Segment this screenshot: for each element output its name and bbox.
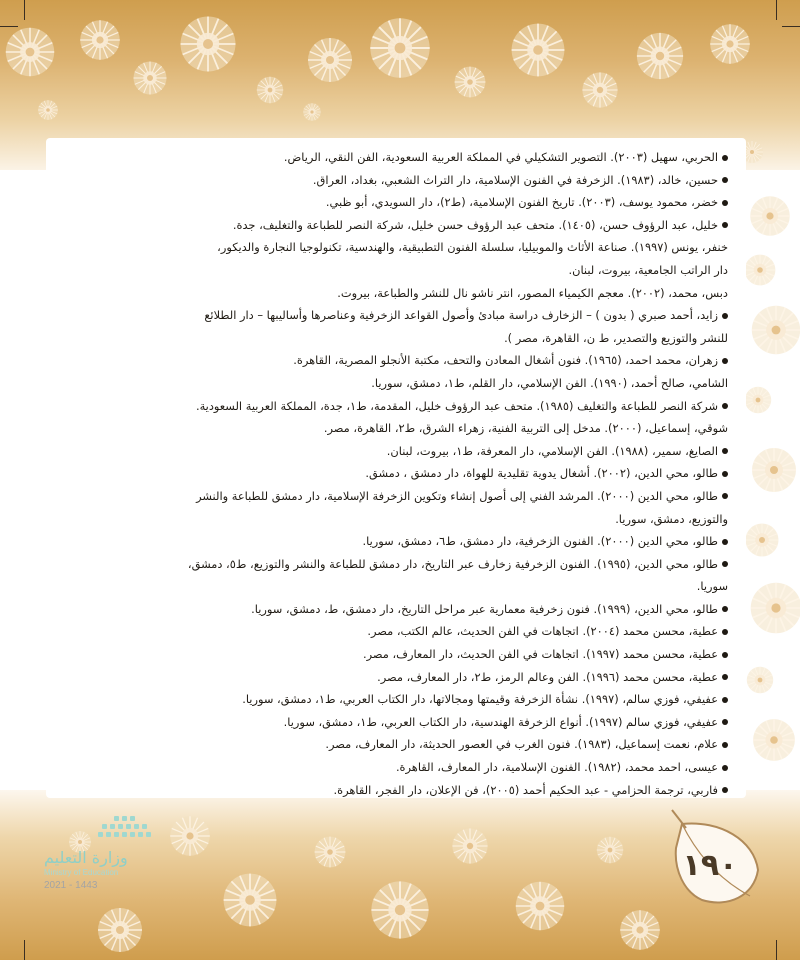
- reference-text: عيسى، احمد محمد، (١٩٨٢). الفنون الإسلامية، دار المعارف، القاهرة.: [395, 760, 718, 775]
- bullet-icon: [722, 539, 728, 545]
- reference-text: للنشر والتوزيع والتصدير، ط ن، القاهرة، مصر ).: [504, 330, 728, 345]
- reference-text: فاربي، ترجمة الحزامي - عبد الحكيم أحمد (٢٠٠٥)، فن الإعلان، دار الفجر، القاهرة.: [333, 782, 718, 797]
- reference-line: [66, 349, 728, 372]
- reference-line: [66, 440, 728, 463]
- reference-line: [66, 485, 728, 508]
- reference-text: شوقي، إسماعيل، (٢٠٠٠). مدخل إلى التربية الفنية، زهراء الشرق، ط٢، القاهرة، مصر.: [323, 421, 728, 436]
- page-number: ١٩٠: [682, 848, 738, 883]
- reference-line: [66, 620, 728, 643]
- bullet-icon: [722, 155, 728, 161]
- reference-text: طالو، محي الدين (٢٠٠٠). الفنون الزخرفية، دار دمشق، ط٦، دمشق، سوريا.: [362, 534, 718, 549]
- bullet-icon: [722, 561, 728, 567]
- reference-line: [66, 733, 728, 756]
- reference-line: [66, 598, 728, 621]
- reference-text: دبس، محمد، (٢٠٠٢). معجم الكيمياء المصور، انتر ناشو نال للنشر والطباعة، بيروت.: [337, 285, 728, 300]
- reference-line: [66, 146, 728, 169]
- ministry-logo-icon: [92, 816, 162, 844]
- bullet-icon: [722, 765, 728, 771]
- reference-line: [66, 304, 728, 327]
- reference-text: عطية، محسن محمد (١٩٩٦). الفن وعالم الرمز، ط٢، دار المعارف، مصر.: [377, 669, 718, 684]
- reference-text: الحربي، سهيل (٢٠٠٣). التصوير التشكيلي في المملكة العربية السعودية، الفن النقي، الرياض.: [283, 150, 718, 164]
- reference-text: خليل، عبد الرؤوف حسن، (١٤٠٥). متحف عبد الرؤوف حسن خليل، شركة النصر للطباعة والتغليف، جدة.: [232, 217, 718, 232]
- reference-line: [66, 462, 728, 485]
- bullet-icon: [722, 222, 728, 228]
- crop-mark: [776, 0, 777, 20]
- reference-line: [66, 327, 728, 350]
- reference-line: [66, 372, 728, 395]
- reference-text: عطية، محسن محمد (١٩٩٧). اتجاهات في الفن الحديث، دار المعارف، مصر.: [362, 647, 718, 662]
- crop-mark: [776, 940, 777, 960]
- bullet-icon: [722, 697, 728, 703]
- bullet-icon: [722, 358, 728, 364]
- reference-line: [66, 711, 728, 734]
- bullet-icon: [722, 493, 728, 499]
- bullet-icon: [722, 674, 728, 680]
- bullet-icon: [722, 177, 728, 183]
- reference-text: طالو، محي الدين (٢٠٠٠). المرشد الفني إلى أصول إنشاء وتكوين الزخرفة الإسلامية، دار دمشق للطباعة والنشر: [196, 488, 718, 503]
- crop-mark: [782, 26, 800, 27]
- reference-line: [66, 214, 728, 237]
- crop-mark: [24, 0, 25, 20]
- bullet-icon: [722, 787, 728, 793]
- reference-text: عطية، محسن محمد (٢٠٠٤). اتجاهات في الفن الحديث، عالم الكتب، مصر.: [367, 624, 718, 639]
- references-list: [66, 146, 728, 801]
- reference-line: [66, 756, 728, 779]
- reference-text: زايد، أحمد صبري ( بدون ) – الزخارف دراسة مبادئ وأصول القواعد الزخرفية وعناصرها وأساليبها – دار الطلائع: [204, 308, 718, 323]
- crop-mark: [0, 26, 18, 27]
- ministry-name: وزارة التعليم: [44, 848, 128, 867]
- reference-text: الصايغ، سمير، (١٩٨٨). الفن الإسلامي، دار المعرفة، ط١، بيروت، لبنان.: [386, 443, 718, 458]
- reference-text: عفيفي، فوزي سالم (١٩٩٧). أنواع الزخرفة الهندسية، دار الكتاب العربي، ط١، دمشق، سوريا.: [283, 714, 718, 729]
- bullet-icon: [722, 652, 728, 658]
- edition-year: 2021 - 1443: [44, 880, 98, 891]
- reference-line: [66, 508, 728, 531]
- reference-text: طالو، محي الدين، (٢٠٠٢). أشغال يدوية تقليدية للهواة، دار دمشق ، دمشق.: [365, 466, 718, 481]
- ministry-subtitle: Ministry of Education: [44, 868, 119, 877]
- reference-text: خنفر، يونس (١٩٩٧). صناعة الأثاث والموبيليا، سلسلة الفنون التطبيقية، والهندسية، تكنولوجيا النجارة والديكور،: [217, 240, 728, 255]
- reference-line: [66, 779, 728, 802]
- reference-text: سوريا.: [696, 579, 728, 594]
- bullet-icon: [722, 742, 728, 748]
- reference-line: [66, 417, 728, 440]
- reference-text: دار الراتب الجامعية، بيروت، لبنان.: [568, 262, 728, 277]
- reference-line: [66, 259, 728, 282]
- reference-line: [66, 643, 728, 666]
- reference-text: الشامي، صالح أحمد، (١٩٩٠). الفن الإسلامي، دار القلم، ط١، دمشق، سوريا.: [371, 375, 728, 390]
- bullet-icon: [722, 200, 728, 206]
- reference-line: [66, 236, 728, 259]
- bullet-icon: [722, 313, 728, 319]
- reference-line: [66, 666, 728, 689]
- reference-line: [66, 191, 728, 214]
- reference-text: طالو، محي الدين، (١٩٩٥). الفنون الزخرفية زخارف عبر التاريخ، دار دمشق للطباعة والنشر والتوزيع، ط٥، دمشق،: [187, 556, 718, 571]
- reference-line: [66, 575, 728, 598]
- reference-text: خضر، محمود يوسف، (٢٠٠٣). تاريخ الفنون الإسلامية، (ط٢)، دار السويدي، أبو ظبي.: [325, 195, 718, 210]
- reference-text: علام، نعمت إسماعيل، (١٩٨٣). فنون الغرب في العصور الحديثة، دار المعارف، مصر.: [325, 737, 718, 752]
- bullet-icon: [722, 448, 728, 454]
- reference-text: طالو، محي الدين، (١٩٩٩). فنون زخرفية معمارية عبر مراحل التاريخ، دار دمشق، ط، دمشق، سوريا.: [251, 601, 718, 616]
- reference-text: شركة النصر للطباعة والتغليف (١٩٨٥). متحف عبد الرؤوف خليل، المقدمة، ط١، جدة، المملكة العربية السعودية.: [195, 398, 718, 413]
- reference-text: حسين، خالد، (١٩٨٣). الزخرفة في الفنون الإسلامية، دار التراث الشعبي، بغداد، العراق.: [312, 172, 718, 187]
- reference-line: [66, 530, 728, 553]
- reference-line: [66, 688, 728, 711]
- bullet-icon: [722, 403, 728, 409]
- bullet-icon: [722, 471, 728, 477]
- reference-line: [66, 169, 728, 192]
- bullet-icon: [722, 629, 728, 635]
- reference-text: زهران، محمد احمد، (١٩٦٥). فنون أشغال المعادن والتحف، مكتبة الأنجلو المصرية، القاهرة.: [293, 353, 718, 368]
- reference-text: عفيفي، فوزي سالم، (١٩٩٧). نشأة الزخرفة وقيمتها ومجالاتها، دار الكتاب العربي، ط١، دمشق، سوريا.: [242, 692, 718, 707]
- crop-mark: [24, 940, 25, 960]
- reference-text: والتوزيع، دمشق، سوريا.: [615, 511, 728, 526]
- bullet-icon: [722, 719, 728, 725]
- reference-line: [66, 282, 728, 305]
- reference-line: [66, 395, 728, 418]
- reference-line: [66, 553, 728, 576]
- bullet-icon: [722, 606, 728, 612]
